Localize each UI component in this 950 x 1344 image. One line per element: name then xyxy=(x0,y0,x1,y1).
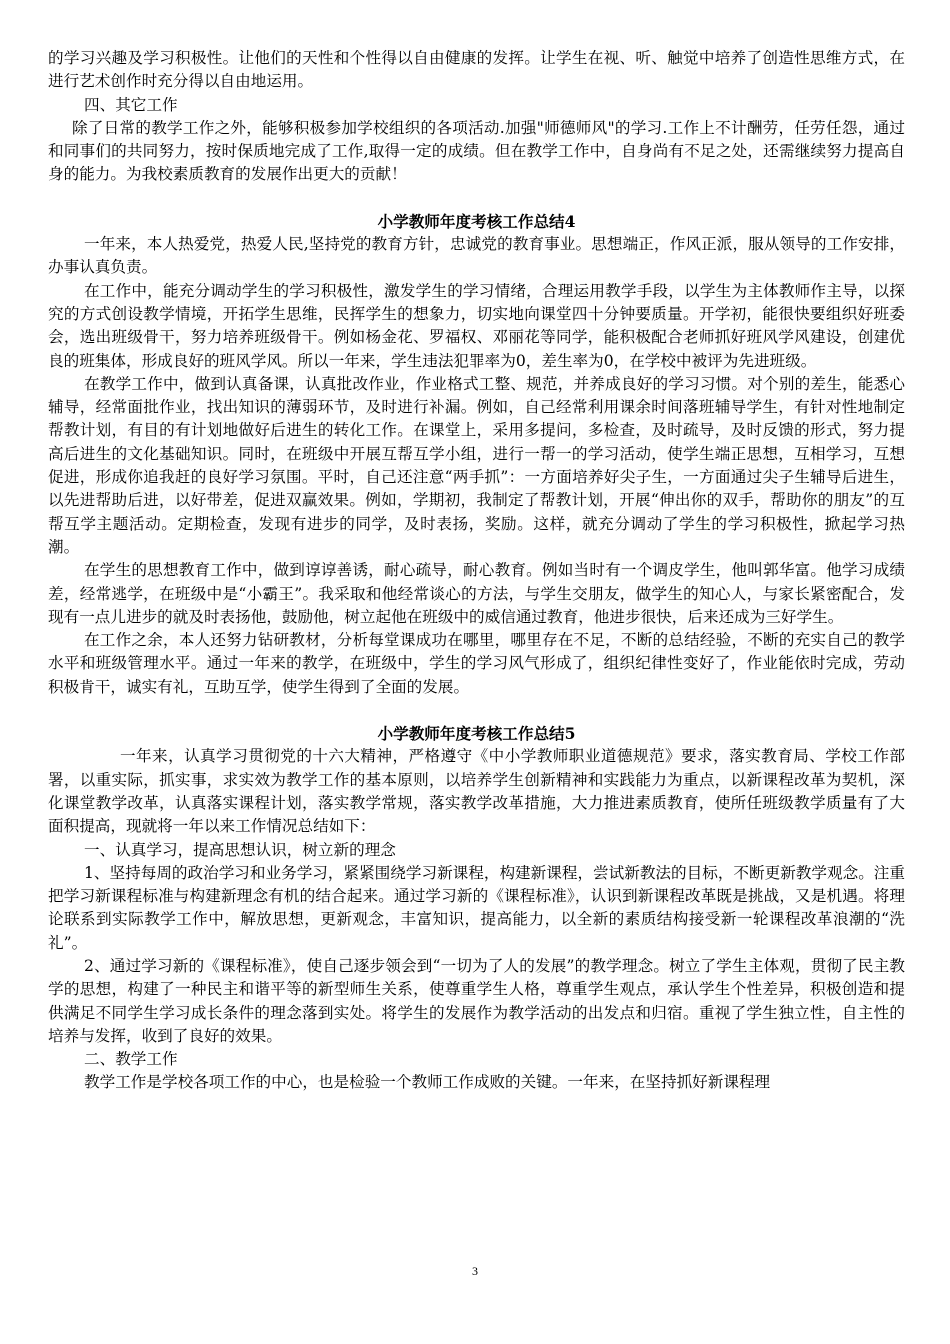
paragraph: 的学习兴趣及学习积极性。让他们的天性和个性得以自由健康的发挥。让学生在视、听、触觉中培养了创造性思维方式，在进行艺术创作时充分得以自由地运用。 xyxy=(48,49,905,91)
paragraph: 除了日常的教学工作之外，能够积极参加学校组织的各项活动.加强"师德师风"的学习.工作上不计酬劳，任劳任怨，通过和同事们的共同努力，按时保质地完成了工作,取得一定的成绩。但在教学工作中，自身尚有不足之处，还需继续努力提高自身的能力。为我校素质教育的发展作出更大的贡献！ xyxy=(48,118,905,184)
section-heading: 二、教学工作 xyxy=(84,1050,178,1069)
paragraph: 1、坚持每周的政治学习和业务学习，紧紧围绕学习新课程，构建新课程，尝试新教法的目标，不断更新教学观念。注重把学习新课程标准与构建新理念有机的结合起来。通过学习新的《课程标准》，认识到新课程改革既是挑战，又是机遇。将理论联系到实际教学工作中，解放思想，更新观念，丰富知识，提高能力，以全新的素质结构接受新一轮课程改革浪潮的“洗礼”。 xyxy=(48,863,905,952)
page-number: 3 xyxy=(472,1264,478,1278)
paragraph: 在工作中，能充分调动学生的学习积极性，激发学生的学习情绪，合理运用教学手段，以学生为主体教师作主导，以探究的方式创设教学情境，开拓学生思维，民挥学生的想象力，切实地向课堂四十分钟要质量。开学初，能很快要组织好班委会，选出班级骨干，努力培养班级骨干。例如杨金花、罗福权、邓丽花等同学，能积极配合老师抓好班风学风建设，创建优良的班集体，形成良好的班风学风。所以一年来，学生违法犯罪率为0，差生率为0，在学校中被评为先进班级。 xyxy=(48,281,905,370)
paragraph: 2、通过学习新的《课程标准》，使自己逐步领会到“一切为了人的发展”的教学理念。树立了学生主体观，贯彻了民主教学的思想，构建了一种民主和谐平等的新型师生关系，使尊重学生人格，尊重学生观点，承认学生个性差异，积极创造和提供满足不同学生学习成长条件的理念落到实处。将学生的发展作为教学活动的出发点和归宿。重视了学生独立性，自主性的培养与发挥，收到了良好的效果。 xyxy=(48,956,905,1045)
paragraph: 一年来，认真学习贯彻党的十六大精神，严格遵守《中小学教师职业道德规范》要求，落实教育局、学校工作部署，以重实际，抓实事，求实效为教学工作的基本原则，以培养学生创新精神和实践能力为重点，以新课程改革为契机，深化课堂教学改革，认真落实课程计划，落实教学常规，落实教学改革措施，大力推进素质教育，使所任班级教学质量有了大面积提高，现就将一年以来工作情况总结如下： xyxy=(48,747,905,836)
document-body xyxy=(48,47,905,1095)
section-heading: 四、其它工作 xyxy=(84,95,178,114)
summary-4-title: 小学教师年度考核工作总结4 xyxy=(377,211,576,231)
section-heading: 一、认真学习，提高思想认识，树立新的理念 xyxy=(84,840,396,859)
paragraph: 在工作之余，本人还努力钻研教材，分析每堂课成功在哪里，哪里存在不足，不断的总结经验，不断的充实自己的教学水平和班级管理水平。通过一年来的教学，在班级中，学生的学习风气形成了，组织纪律性变好了，作业能依时完成，劳动积极肯干，诚实有礼，互助互学，使学生得到了全面的发展。 xyxy=(48,631,905,696)
paragraph: 在学生的思想教育工作中，做到谆谆善诱，耐心疏导，耐心教育。例如当时有一个调皮学生，他叫郭华富。他学习成绩差，经常逃学，在班级中是“小霸王”。我采取和他经常谈心的方法，与学生交朋友，做学生的知心人，与家长紧密配合，发现有一点儿进步的就及时表扬他，鼓励他，树立起他在班级中的威信通过教育，他进步很快，后来还成为三好学生。 xyxy=(48,561,905,626)
paragraph: 一年来，本人热爱党，热爱人民,坚持党的教育方针，忠诚党的教育事业。思想端正，作风正派，服从领导的工作安排，办事认真负责。 xyxy=(48,235,905,277)
paragraph: 教学工作是学校各项工作的中心，也是检验一个教师工作成败的关键。一年来，在坚持抓好新课程理 xyxy=(84,1073,771,1092)
paragraph: 在教学工作中，做到认真备课，认真批改作业，作业格式工整、规范，并养成良好的学习习惯。对个别的差生，能悉心辅导，经常面批作业，找出知识的薄弱环节，及时进行补漏。例如，自己经常利用课余时间落班辅导学生，有针对性地制定帮教计划，有目的有计划地做好后进生的转化工作。在课堂上，采用多提问，多检查，及时疏导，及时反馈的形式，努力提高后进生的文化基础知识。同时，在班级中开展互帮互学小组，进行一帮一的学习活动，使学生端正思想，互相学习，互想促进，形成你追我赶的良好学习氛围。平时，自己还注意“两手抓”：一方面培养好尖子生，一方面通过尖子生辅导后进生，以先进帮助后进，以好带差，促进双赢效果。例如，学期初，我制定了帮教计划，开展“伸出你的双手，帮助你的朋友”的互帮互学主题活动。定期检查，发现有进步的同学，及时表扬，奖励。这样，就充分调动了学生的学习积极性，掀起学习热潮。 xyxy=(48,374,905,556)
summary-5-title: 小学教师年度考核工作总结5 xyxy=(377,724,576,744)
